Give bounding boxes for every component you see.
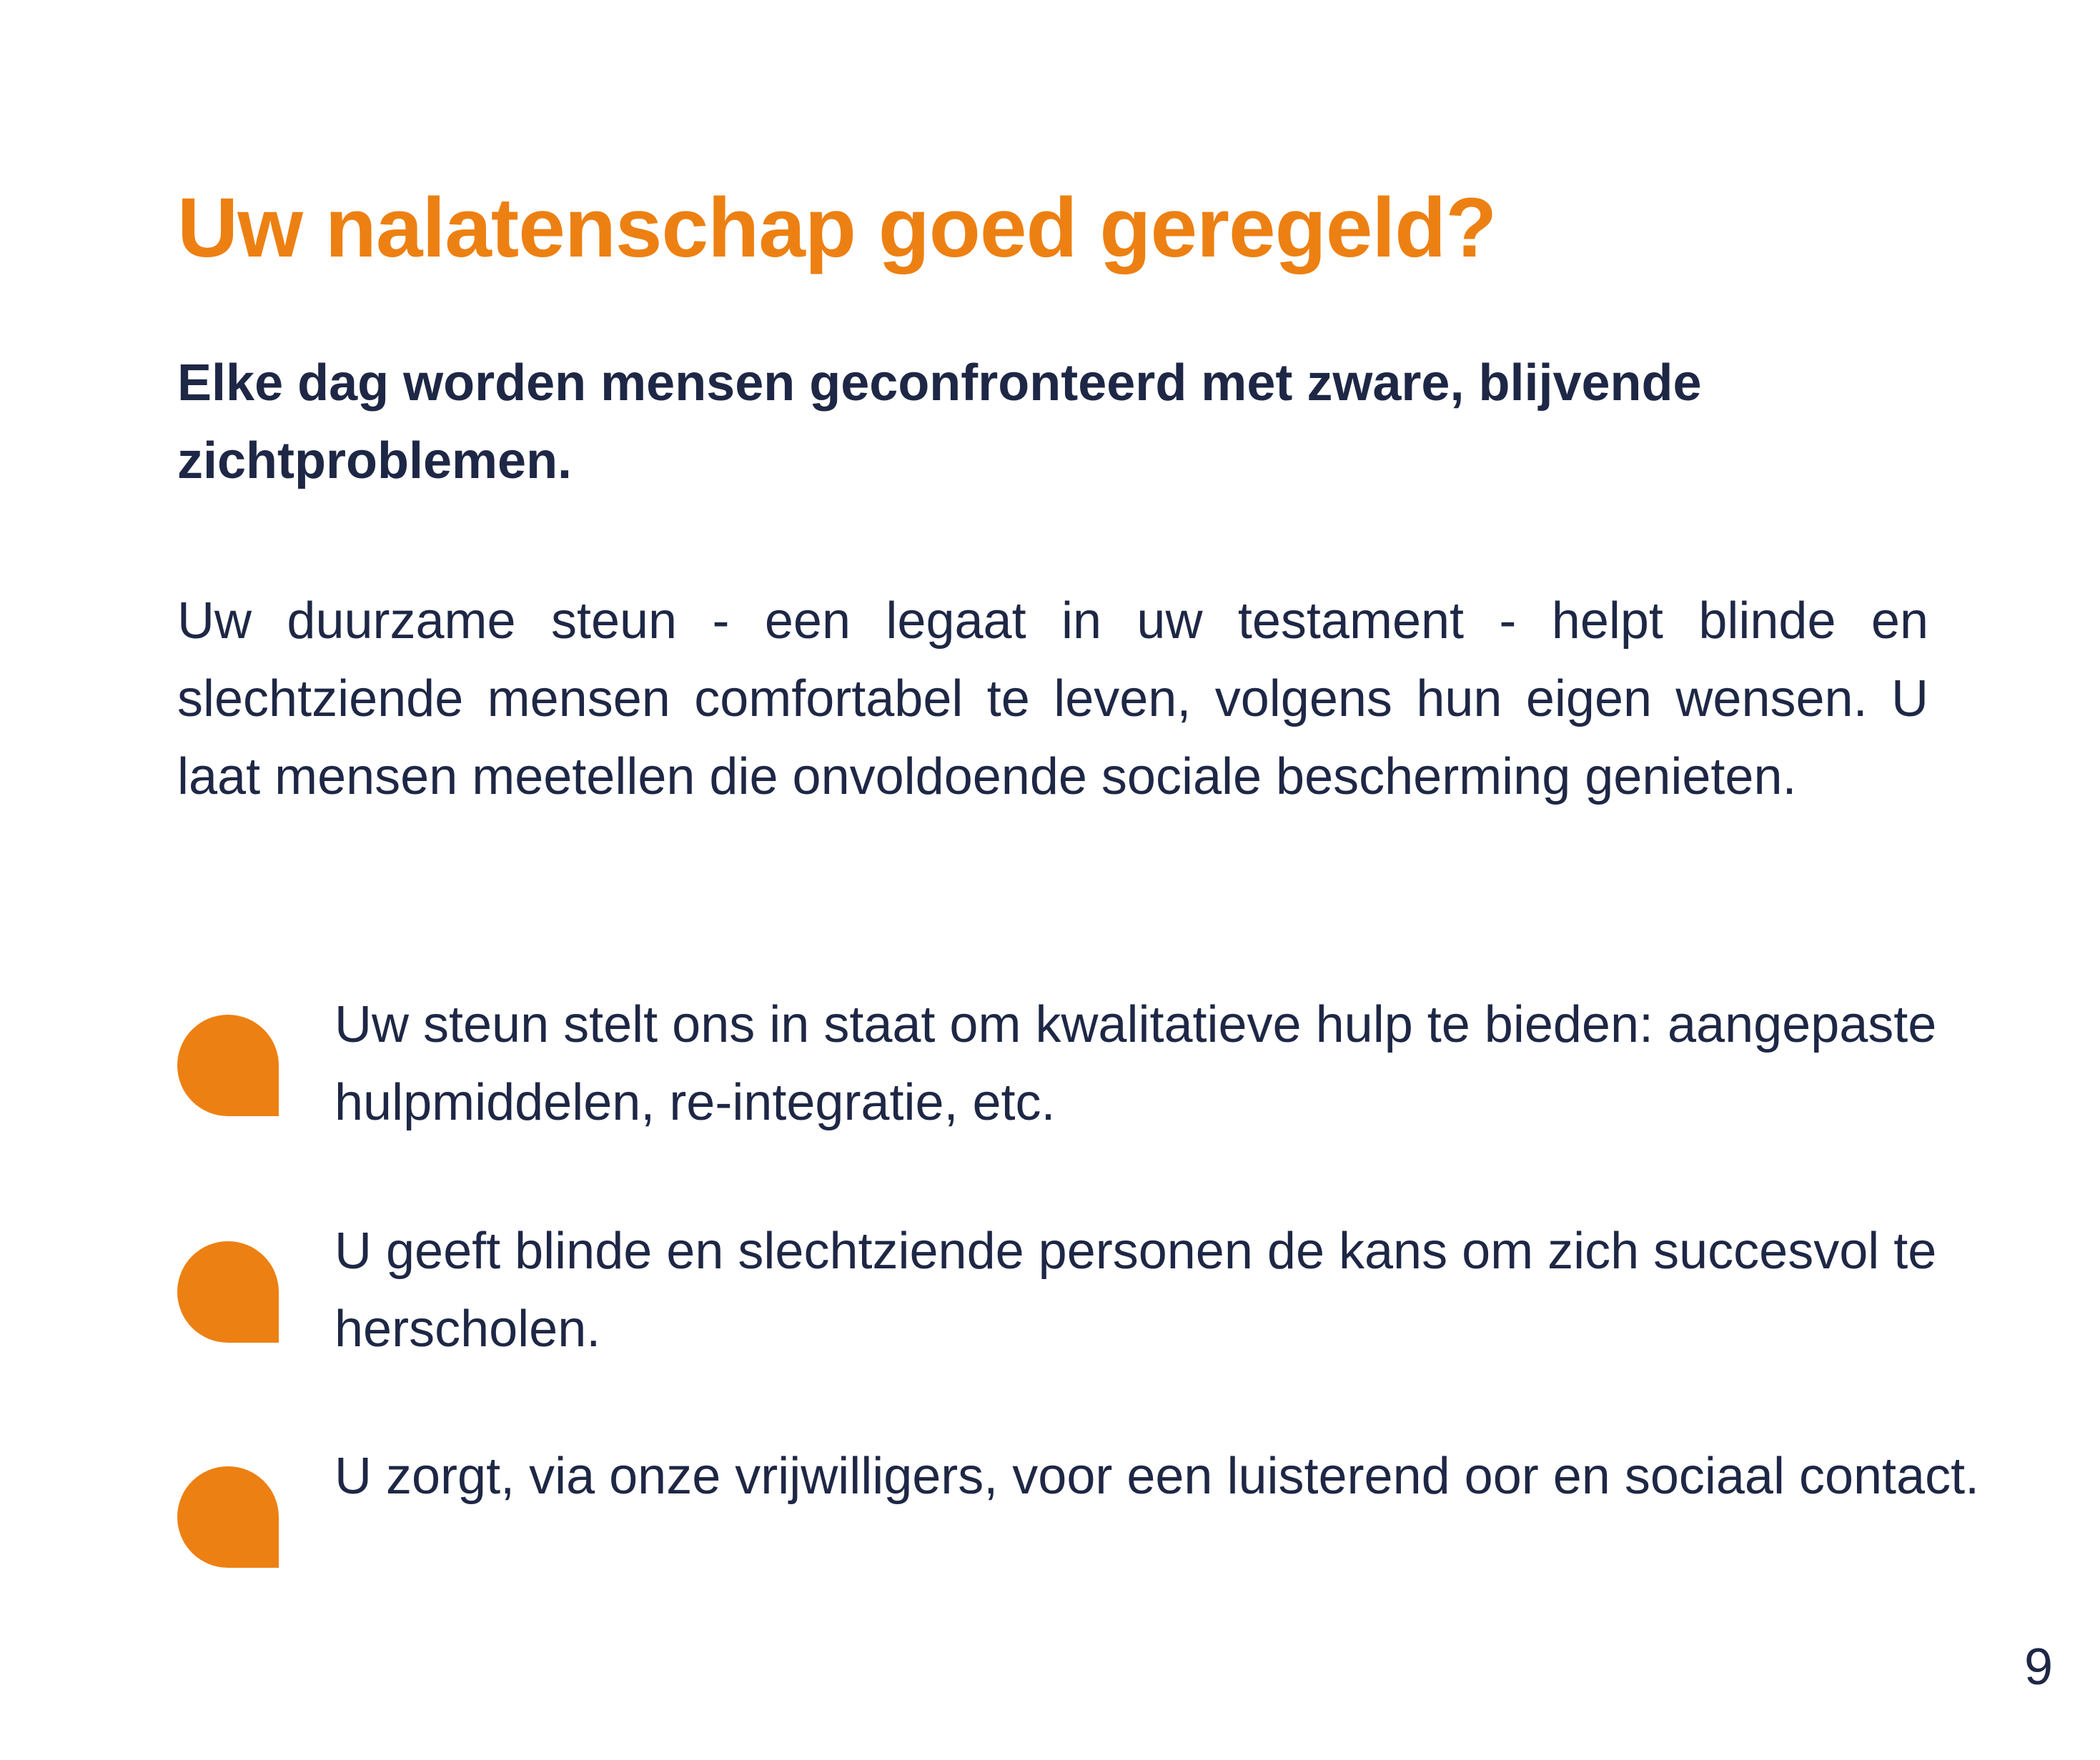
page-title: Uw nalatenschap goed geregeld? <box>177 181 1497 275</box>
lead-paragraph: Elke dag worden mensen geconfronteerd met zware, blijvende zichtproblemen. <box>177 354 1702 489</box>
speech-bubble-icon <box>177 1015 279 1116</box>
bullet-text: U geeft blinde en slechtziende personen de kans om zich succesvol te herscholen. <box>335 1223 1937 1358</box>
speech-bubble-icon <box>177 1241 279 1343</box>
speech-bubble-icon <box>177 1466 279 1568</box>
body-paragraph: Uw duurzame steun - een legaat in uw testament - helpt blinde en slechtziende mensen comfortabel te leven, volgens hun eigen wensen. U laat mensen meetellen die onvoldoende sociale bescherming genieten. <box>177 592 1928 805</box>
page-number: 9 <box>2024 1639 2053 1696</box>
bullet-text: Uw steun stelt ons in staat om kwalitatieve hulp te bieden: aangepaste hulpmiddelen, re-integratie, etc. <box>335 996 1937 1131</box>
bullet-text: U zorgt, via onze vrijwilligers, voor een luisterend oor en sociaal contact. <box>335 1448 1980 1505</box>
